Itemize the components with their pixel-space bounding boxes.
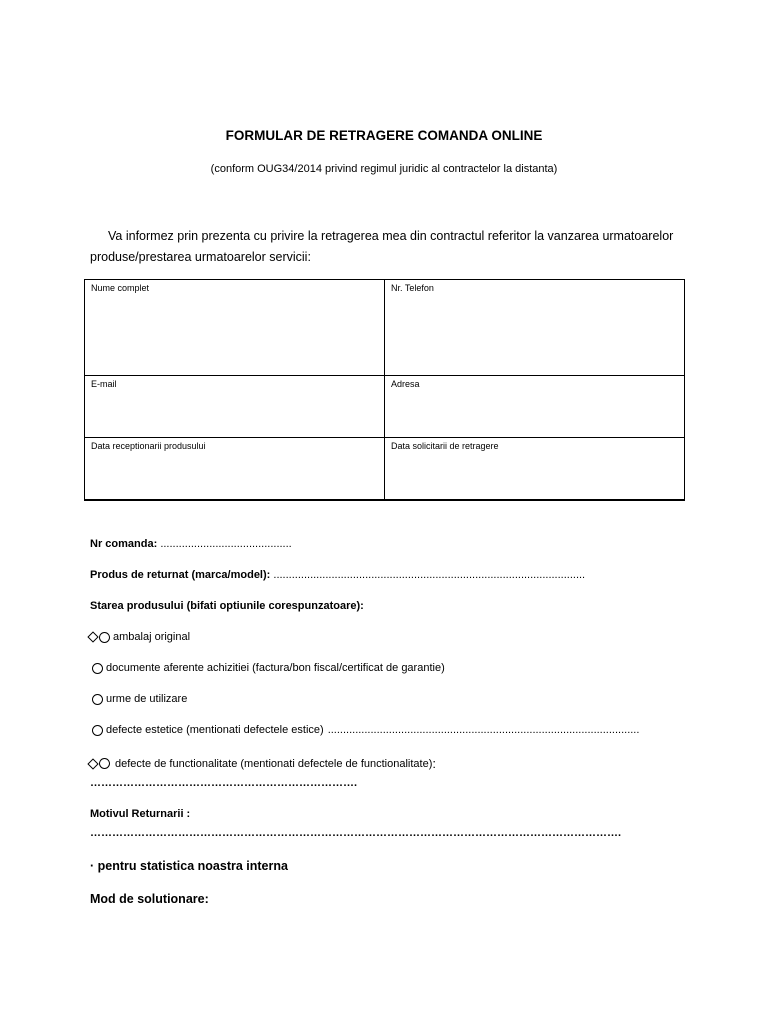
- phone-cell[interactable]: [385, 280, 685, 376]
- functional-defects-dots: ……………………………………………………………….: [90, 777, 358, 789]
- return-reason-input[interactable]: [90, 827, 621, 839]
- functional-defects-input[interactable]: [90, 777, 357, 789]
- option-original-packaging-label: ambalaj original: [113, 631, 191, 643]
- order-number-label: Nr comanda:: [90, 538, 158, 550]
- radio-circle-icon[interactable]: [92, 725, 103, 736]
- product-state-heading: [90, 600, 364, 612]
- return-reason-field: [90, 808, 190, 820]
- diamond-bullet-icon: [87, 631, 98, 642]
- radio-circle-icon[interactable]: [92, 663, 103, 674]
- product-input[interactable]: ......................................................................................................: [273, 569, 586, 581]
- product-state-label: Starea produsului (bifati optiunile corespunzatoare):: [90, 600, 364, 612]
- intro-paragraph: [90, 226, 690, 268]
- address-cell[interactable]: [385, 376, 685, 438]
- option-functional-defects[interactable]: [88, 756, 436, 771]
- radio-circle-icon[interactable]: [99, 758, 110, 769]
- receipt-date-label: Data receptionarii produsului: [91, 441, 206, 451]
- radio-circle-icon[interactable]: [92, 694, 103, 705]
- order-number-input[interactable]: ...........................................: [160, 538, 292, 550]
- form-subtitle: (conform OUG34/2014 privind regimul juridic al contractelor la distanta): [210, 163, 558, 175]
- option-functional-defects-label: defecte de functionalitate (mentionati defectele de functionalitate): [115, 757, 433, 770]
- option-aesthetic-defects-label: defecte estetice (mentionati defectele estice): [106, 724, 324, 736]
- phone-label: Nr. Telefon: [391, 283, 434, 293]
- product-field: [90, 569, 585, 581]
- intro-text: Va informez prin prezenta cu privire la retragerea mea din contractul referitor la vanzarea urmatoarelor produse/prestarea urmatoarelor servicii:: [90, 229, 674, 264]
- diamond-bullet-icon: [87, 758, 98, 769]
- email-label: E-mail: [91, 379, 117, 389]
- withdrawal-date-label: Data solicitarii de retragere: [391, 441, 499, 451]
- option-purchase-documents-label: documente aferente achizitiei (factura/bon fiscal/certificat de garantie): [106, 662, 445, 674]
- full-name-label: Nume complet: [91, 283, 150, 293]
- return-reason-label: Motivul Returnarii :: [90, 808, 191, 820]
- email-cell[interactable]: [85, 376, 385, 438]
- receipt-date-cell[interactable]: [85, 438, 385, 501]
- address-label: Adresa: [391, 379, 420, 389]
- withdrawal-date-cell[interactable]: [385, 438, 685, 501]
- return-reason-dots: ……………………………………………………………………………………………………………………………….: [90, 827, 622, 839]
- option-original-packaging[interactable]: [88, 631, 190, 643]
- option-usage-marks[interactable]: [88, 693, 187, 705]
- option-aesthetic-defects[interactable]: [88, 724, 639, 736]
- customer-info-table: [84, 279, 685, 501]
- product-label: Produs de returnat (marca/model):: [90, 569, 271, 581]
- resolution-mode-heading: Mod de solutionare:: [90, 892, 209, 906]
- option-purchase-documents[interactable]: [88, 662, 445, 674]
- order-number-field: [90, 538, 292, 550]
- internal-statistics-note: · pentru statistica noastra interna: [90, 859, 288, 873]
- aesthetic-defects-input[interactable]: ......................................................................................................: [327, 724, 640, 736]
- full-name-cell[interactable]: [85, 280, 385, 376]
- radio-circle-icon[interactable]: [99, 632, 110, 643]
- functional-defects-colon: :: [432, 756, 436, 771]
- option-usage-marks-label: urme de utilizare: [106, 693, 188, 705]
- form-title: FORMULAR DE RETRAGERE COMANDA ONLINE: [225, 128, 543, 143]
